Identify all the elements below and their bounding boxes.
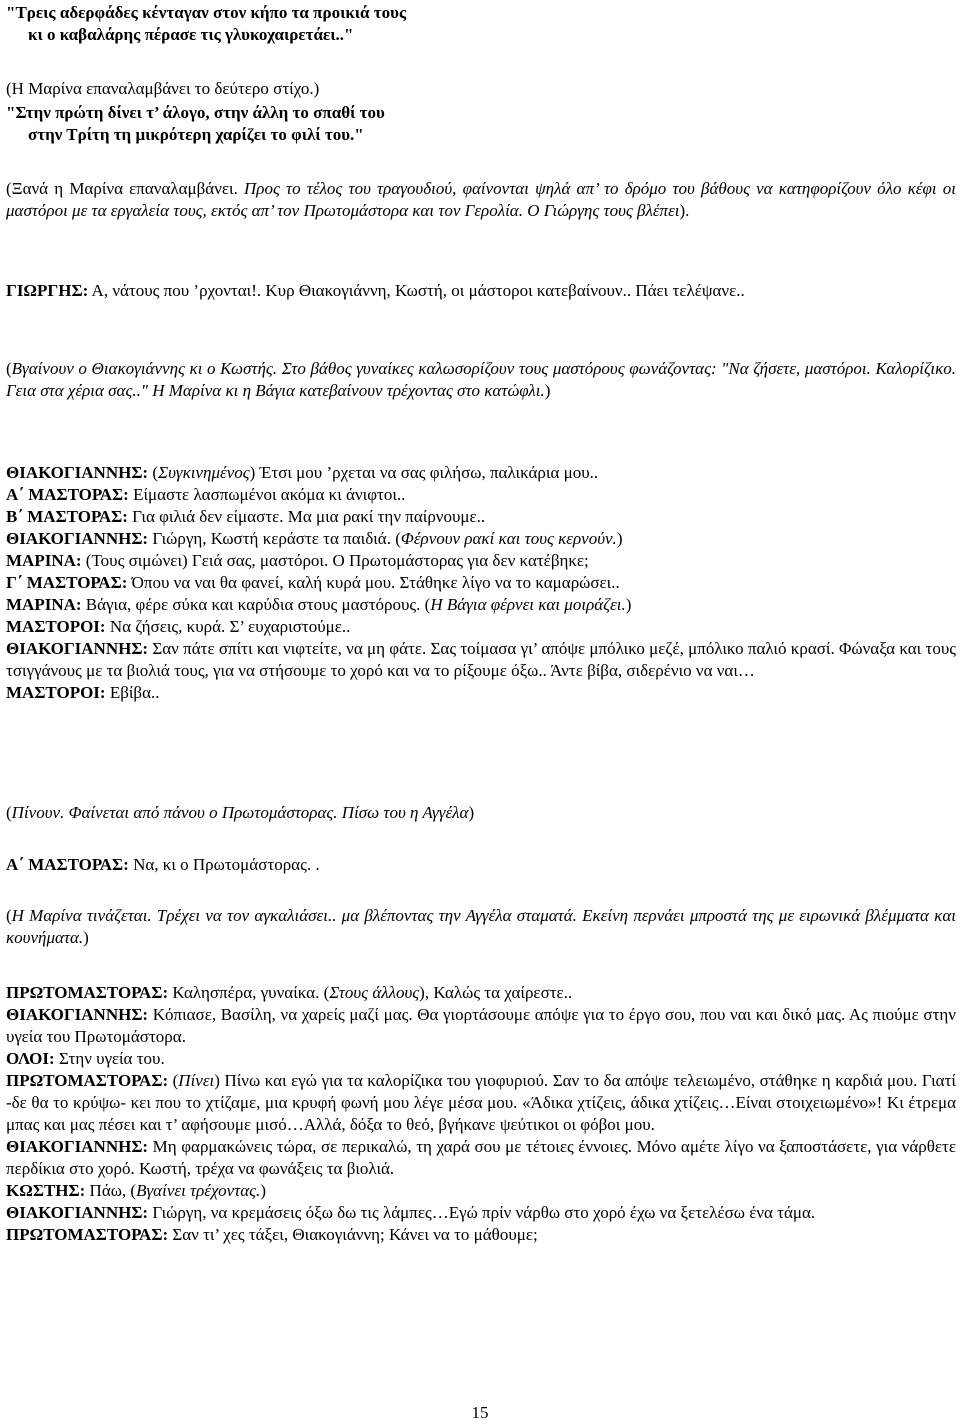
stage-direction: (Η Μαρίνα επαναλαμβάνει το δεύτερο στίχο.) bbox=[6, 79, 320, 98]
dialogue-line: Β΄ ΜΑΣΤΟΡΑΣ: Για φιλιά δεν είμαστε. Μα μια ρακί την παίρνουμε.. bbox=[6, 507, 486, 526]
dialogue-line: ΘΙΑΚΟΓΙΑΝΝΗΣ: Κόπιασε, Βασίλη, να χαρείς μαζί μας. Θα γιορτάσουμε απόψε για το έργο σου, που ναι και δικό μας. Ας πιούμε στην υγεία του Πρωτομάστορα. bbox=[6, 1005, 956, 1046]
dialogue-line: ΜΑΡΙΝΑ: Βάγια, φέρε σύκα και καρύδια στους μαστόρους. (Η Βάγια φέρνει και μοιράζει.) bbox=[6, 595, 632, 614]
dialogue-line: ΜΑΣΤΟΡΟΙ: Να ζήσεις, κυρά. Σ’ ευχαριστούμε.. bbox=[6, 617, 351, 636]
stage-direction: (Πίνουν. Φαίνεται από πάνου ο Πρωτομάστορας. Πίσω του η Αγγέλα) bbox=[6, 803, 475, 822]
dialogue-line: ΟΛΟΙ: Στην υγεία του. bbox=[6, 1049, 165, 1068]
speaker-name: ΘΙΑΚΟΓΙΑΝΝΗΣ: bbox=[6, 1203, 149, 1222]
song-line: "Τρεις αδερφάδες κένταγαν στον κήπο τα προικιά τους bbox=[6, 3, 407, 22]
speaker-name: ΟΛΟΙ: bbox=[6, 1049, 55, 1068]
dialogue-line: ΘΙΑΚΟΓΙΑΝΝΗΣ: Γιώργη, Κωστή κεράστε τα παιδιά. (Φέρνουν ρακί και τους κερνούν.) bbox=[6, 529, 623, 548]
stage-direction: (Η Μαρίνα τινάζεται. Τρέχει να τον αγκαλιάσει.. μα βλέποντας την Αγγέλα σταματά. Εκείνη περνάει μπροστά της με ειρωνικά βλέμματα και κουνήματα.) bbox=[6, 906, 956, 947]
speaker-name: ΘΙΑΚΟΓΙΑΝΝΗΣ: bbox=[6, 639, 149, 658]
speaker-name: ΘΙΑΚΟΓΙΑΝΝΗΣ: bbox=[6, 529, 149, 548]
dialogue-line: ΠΡΩΤΟΜΑΣΤΟΡΑΣ: Καλησπέρα, γυναίκα. (Στους άλλους), Καλώς τα χαίρεστε.. bbox=[6, 983, 573, 1002]
dialogue-block bbox=[6, 462, 956, 704]
speaker-name: ΘΙΑΚΟΓΙΑΝΝΗΣ: bbox=[6, 1005, 149, 1024]
speaker-name: ΜΑΣΤΟΡΟΙ: bbox=[6, 683, 106, 702]
speaker-name: ΓΙΩΡΓΗΣ: bbox=[6, 281, 89, 300]
song-line: κι ο καβαλάρης πέρασε τις γλυκοχαιρετάει.." bbox=[28, 25, 354, 44]
song-line: στην Τρίτη τη μικρότερη χαρίζει το φιλί του." bbox=[28, 125, 364, 144]
speaker-name: ΜΑΡΙΝΑ: bbox=[6, 595, 82, 614]
stage-direction: (Βγαίνουν ο Θιακογιάννης κι ο Κωστής. Στο βάθος γυναίκες καλωσορίζουν τους μαστόρους φωνάζοντας: "Να ζήσετε, μαστόροι. Καλορίζικο. Γεια στα χέρια σας.." Η Μαρίνα κι η Βάγια κατεβαίνουν τρέχοντας στο κατώφλι.) bbox=[6, 359, 956, 400]
dialogue-line: ΠΡΩΤΟΜΑΣΤΟΡΑΣ: Σαν τι’ χες τάξει, Θιακογιάννη; Κάνει να το μάθουμε; bbox=[6, 1225, 538, 1244]
dialogue-line: ΜΑΣΤΟΡΟΙ: Εβίβα.. bbox=[6, 683, 160, 702]
dialogue-line: ΘΙΑΚΟΓΙΑΝΝΗΣ: (Συγκινημένος) Έτσι μου ’ρχεται να σας φιλήσω, παλικάρια μου.. bbox=[6, 463, 599, 482]
speaker-name: ΜΑΡΙΝΑ: bbox=[6, 551, 82, 570]
speaker-name: ΘΙΑΚΟΓΙΑΝΝΗΣ: bbox=[6, 1137, 149, 1156]
dialogue-line: Γ΄ ΜΑΣΤΟΡΑΣ: Όπου να ναι θα φανεί, καλή κυρά μου. Στάθηκε λίγο να το καμαρώσει.. bbox=[6, 573, 620, 592]
dialogue-line: Α΄ ΜΑΣΤΟΡΑΣ: Να, κι ο Πρωτομάστορας. . bbox=[6, 855, 320, 874]
dialogue-line: ΘΙΑΚΟΓΙΑΝΝΗΣ: Γιώργη, να κρεμάσεις όξω δω τις λάμπες…Εγώ πρίν νάρθω στο χορό έχω να ξετελέσω ένα τάμα. bbox=[6, 1203, 816, 1222]
stage-direction: (Ξανά η Μαρίνα επαναλαμβάνει. Προς το τέλος του τραγουδιού, φαίνονται ψηλά απ’ το δρόμο του βάθους να κατηφορίζουν όλο κέφι οι μαστόροι με τα εργαλεία τους, εκτός απ’ τον Πρωτομάστορα και τον Γερολία. Ο Γιώργης τους βλέπει). bbox=[6, 179, 956, 220]
speaker-name: Β΄ ΜΑΣΤΟΡΑΣ: bbox=[6, 507, 128, 526]
song-line: "Στην πρώτη δίνει τ’ άλογο, στην άλλη το σπαθί του bbox=[6, 103, 385, 122]
dialogue-line: ΓΙΩΡΓΗΣ: Α, νάτους που ’ρχονται!. Κυρ Θιακογιάννη, Κωστή, οι μάστοροι κατεβαίνουν.. Πάει τελέψανε.. bbox=[6, 281, 745, 300]
song-verse-2 bbox=[6, 102, 956, 146]
song-verse-1 bbox=[6, 2, 956, 46]
speaker-name: ΠΡΩΤΟΜΑΣΤΟΡΑΣ: bbox=[6, 1225, 169, 1244]
dialogue-line: ΜΑΡΙΝΑ: (Τους σιμώνει) Γειά σας, μαστόροι. Ο Πρωτομάστορας για δεν κατέβηκε; bbox=[6, 551, 589, 570]
speaker-name: ΚΩΣΤΗΣ: bbox=[6, 1181, 86, 1200]
speaker-name: ΠΡΩΤΟΜΑΣΤΟΡΑΣ: bbox=[6, 983, 169, 1002]
dialogue-line: ΠΡΩΤΟΜΑΣΤΟΡΑΣ: (Πίνει) Πίνω και εγώ για τα καλορίζικα του γιοφυριού. Σαν το δα απόψε τελειωμένο, στάθηκε η καρδιά μου. Γιατί -δε θα το κρύψω- κει που το χτίζαμε, μια κρυφή φωνή μου λέγε μέσα μου. «Άδικα χτίζεις, άδικα χτίζεις…Είναι στοιχειωμένο»! Κι έτρεμα μπας και μας πέσει και τ’ αφήσουμε μισό…Αλλά, δόξα το θεό, βγήκανε ψεύτικοι οι φόβοι μου. bbox=[6, 1071, 956, 1134]
page-number: 15 bbox=[471, 1403, 489, 1422]
dialogue-line: ΚΩΣΤΗΣ: Πάω, (Βγαίνει τρέχοντας.) bbox=[6, 1181, 266, 1200]
speaker-name: Γ΄ ΜΑΣΤΟΡΑΣ: bbox=[6, 573, 128, 592]
speaker-name: Α΄ ΜΑΣΤΟΡΑΣ: bbox=[6, 485, 129, 504]
dialogue-line: ΘΙΑΚΟΓΙΑΝΝΗΣ: Σαν πάτε σπίτι και νιφτείτε, να μη φάτε. Σας τοίμασα γι’ απόψε μπόλικο μεζέ, μπόλικο παλιό κρασί. Φώναξα και τους τσιγγάνους με τα βιολιά τους, για να στήσουμε το χορό και να το ρίξουμε όξω.. Άντε βίβα, σιδερένιο να ναι… bbox=[6, 639, 956, 680]
speaker-name: ΘΙΑΚΟΓΙΑΝΝΗΣ: bbox=[6, 463, 149, 482]
speaker-name: ΜΑΣΤΟΡΟΙ: bbox=[6, 617, 106, 636]
speaker-name: Α΄ ΜΑΣΤΟΡΑΣ: bbox=[6, 855, 129, 874]
speaker-name: ΠΡΩΤΟΜΑΣΤΟΡΑΣ: bbox=[6, 1071, 169, 1090]
dialogue-line: ΘΙΑΚΟΓΙΑΝΝΗΣ: Μη φαρμακώνεις τώρα, σε περικαλώ, τη χαρά σου με τέτοιες έννοιες. Μόνο αμέτε λίγο να ξαποστάσετε, για νάρθετε περδίκια στο χορό. Κωστή, τρέχα να φωνάξεις τα βιολιά. bbox=[6, 1137, 956, 1178]
dialogue-line: Α΄ ΜΑΣΤΟΡΑΣ: Είμαστε λασπωμένοι ακόμα κι άνιφτοι.. bbox=[6, 485, 406, 504]
dialogue-block bbox=[6, 982, 956, 1246]
